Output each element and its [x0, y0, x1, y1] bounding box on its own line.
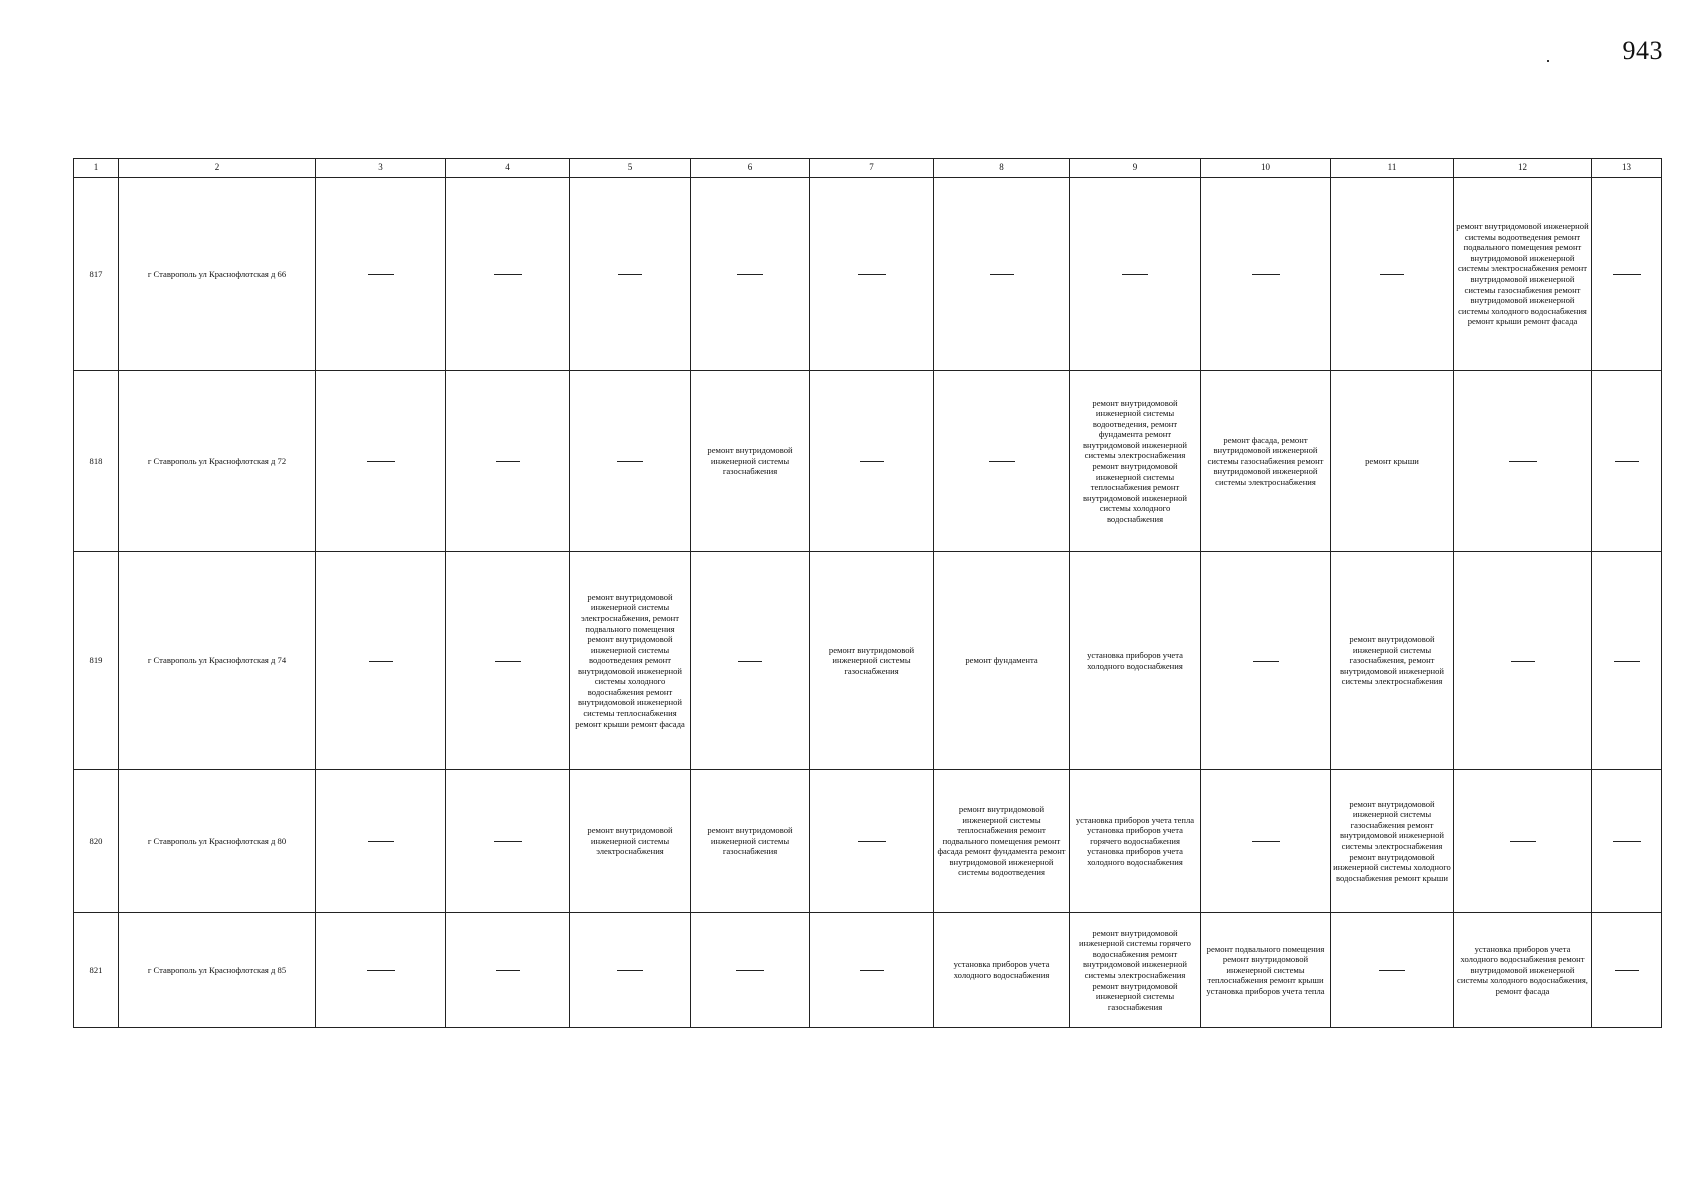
row-number-cell: 819	[74, 552, 119, 770]
dash-mark	[738, 661, 762, 662]
dash-mark	[858, 841, 886, 842]
empty-dash-cell	[691, 552, 810, 770]
work-description-cell: установка приборов учета холодного водоснабжения	[1070, 552, 1201, 770]
page-number: 943	[1622, 36, 1663, 65]
dash-mark	[368, 274, 394, 275]
empty-dash-cell	[446, 178, 570, 371]
empty-dash-cell	[934, 371, 1070, 552]
empty-dash-cell	[446, 552, 570, 770]
work-description-cell: ремонт внутридомовой инженерной системы газоснабжения	[691, 371, 810, 552]
table-row	[74, 770, 1662, 913]
empty-dash-cell	[316, 552, 446, 770]
column-header: 8	[934, 159, 1070, 178]
dash-mark	[496, 461, 520, 462]
dash-mark	[618, 274, 642, 275]
address-cell: г Ставрополь ул Краснофлотская д 74	[119, 552, 316, 770]
dash-mark	[617, 970, 643, 971]
empty-dash-cell	[1070, 178, 1201, 371]
repair-schedule-table	[73, 158, 1662, 1028]
column-header: 11	[1331, 159, 1454, 178]
empty-dash-cell	[1331, 178, 1454, 371]
dash-mark	[737, 274, 763, 275]
work-description-cell: установка приборов учета холодного водоснабжения ремонт внутридомовой инженерной системы холодного водоснабжения, ремонт фасада	[1454, 913, 1592, 1028]
work-description-cell: ремонт крыши	[1331, 371, 1454, 552]
table-row	[74, 552, 1662, 770]
work-description-cell: ремонт подвального помещения ремонт внутридомовой инженерной системы теплоснабжения ремонт крыши установка приборов учета тепла	[1201, 913, 1331, 1028]
column-header: 7	[810, 159, 934, 178]
row-number-cell: 821	[74, 913, 119, 1028]
column-header: 3	[316, 159, 446, 178]
address-cell: г Ставрополь ул Краснофлотская д 72	[119, 371, 316, 552]
work-description-cell: ремонт внутридомовой инженерной системы теплоснабжения ремонт подвального помещения ремонт фасада ремонт фундамента ремонт внутридомовой инженерной системы водоотведения	[934, 770, 1070, 913]
empty-dash-cell	[1201, 552, 1331, 770]
empty-dash-cell	[1454, 371, 1592, 552]
empty-dash-cell	[1201, 178, 1331, 371]
address-cell: г Ставрополь ул Краснофлотская д 85	[119, 913, 316, 1028]
dash-mark	[990, 274, 1014, 275]
dash-mark	[367, 970, 395, 971]
dash-mark	[736, 970, 764, 971]
empty-dash-cell	[1454, 552, 1592, 770]
column-header: 6	[691, 159, 810, 178]
empty-dash-cell	[570, 178, 691, 371]
address-cell: г Ставрополь ул Краснофлотская д 66	[119, 178, 316, 371]
dash-mark	[1615, 461, 1639, 462]
empty-dash-cell	[691, 178, 810, 371]
row-number-cell: 820	[74, 770, 119, 913]
dash-mark	[496, 970, 520, 971]
dash-mark	[1122, 274, 1148, 275]
dash-mark	[860, 461, 884, 462]
empty-dash-cell	[810, 178, 934, 371]
work-description-cell: ремонт внутридомовой инженерной системы горячего водоснабжения ремонт внутридомовой инженерной системы электроснабжения ремонт внутридомовой инженерной системы газоснабжения	[1070, 913, 1201, 1028]
dash-mark	[494, 841, 522, 842]
empty-dash-cell	[316, 178, 446, 371]
table-row	[74, 371, 1662, 552]
dash-mark	[1613, 274, 1641, 275]
column-header: 10	[1201, 159, 1331, 178]
dash-mark	[494, 274, 522, 275]
dash-mark	[1615, 970, 1639, 971]
column-header: 4	[446, 159, 570, 178]
empty-dash-cell	[1592, 552, 1662, 770]
column-header: 2	[119, 159, 316, 178]
empty-dash-cell	[570, 913, 691, 1028]
work-description-cell: установка приборов учета тепла установка приборов учета горячего водоснабжения установка приборов учета холодного водоснабжения	[1070, 770, 1201, 913]
work-description-cell: ремонт фасада, ремонт внутридомовой инженерной системы газоснабжения ремонт внутридомовой инженерной системы электроснабжения	[1201, 371, 1331, 552]
dash-mark	[1252, 841, 1280, 842]
work-description-cell: ремонт внутридомовой инженерной системы водоотведения ремонт подвального помещения ремонт внутридомовой инженерной системы электроснабжения ремонт внутридомовой инженерной системы газоснабжения ремонт внутридомовой инженерной системы холодного водоснабжения ремонт крыши ремонт фасада	[1454, 178, 1592, 371]
column-header: 1	[74, 159, 119, 178]
work-description-cell: ремонт внутридомовой инженерной системы электроснабжения, ремонт подвального помещения ремонт внутридомовой инженерной системы водоотведения ремонт внутридомовой инженерной системы холодного водоснабжения ремонт внутридомовой инженерной системы теплоснабжения ремонт крыши ремонт фасада	[570, 552, 691, 770]
work-description-cell: ремонт фундамента	[934, 552, 1070, 770]
dash-mark	[1509, 461, 1537, 462]
dash-mark	[1252, 274, 1280, 275]
address-cell: г Ставрополь ул Краснофлотская д 80	[119, 770, 316, 913]
column-header: 12	[1454, 159, 1592, 178]
work-description-cell: ремонт внутридомовой инженерной системы водоотведения, ремонт фундамента ремонт внутридомовой инженерной системы электроснабжения ремонт внутридомовой инженерной системы теплоснабжения ремонт внутридомовой инженерной системы холодного водоснабжения	[1070, 371, 1201, 552]
dash-mark	[1380, 274, 1404, 275]
empty-dash-cell	[570, 371, 691, 552]
empty-dash-cell	[1592, 913, 1662, 1028]
dash-mark	[1379, 970, 1405, 971]
empty-dash-cell	[316, 913, 446, 1028]
table-row	[74, 913, 1662, 1028]
work-description-cell: ремонт внутридомовой инженерной системы газоснабжения ремонт внутридомовой инженерной системы электроснабжения ремонт внутридомовой инженерной системы холодного водоснабжения ремонт крыши	[1331, 770, 1454, 913]
work-description-cell: ремонт внутридомовой инженерной системы электроснабжения	[570, 770, 691, 913]
column-header: 9	[1070, 159, 1201, 178]
column-header: 13	[1592, 159, 1662, 178]
empty-dash-cell	[934, 178, 1070, 371]
empty-dash-cell	[1592, 371, 1662, 552]
empty-dash-cell	[1331, 913, 1454, 1028]
empty-dash-cell	[1454, 770, 1592, 913]
dash-mark	[1613, 841, 1641, 842]
empty-dash-cell	[1592, 770, 1662, 913]
row-number-cell: 818	[74, 371, 119, 552]
empty-dash-cell	[446, 770, 570, 913]
work-description-cell: ремонт внутридомовой инженерной системы газоснабжения	[810, 552, 934, 770]
empty-dash-cell	[810, 371, 934, 552]
dash-mark	[495, 661, 521, 662]
column-number-header	[74, 159, 1662, 178]
dash-mark	[858, 274, 886, 275]
dash-mark	[1511, 661, 1535, 662]
dash-mark	[1614, 661, 1640, 662]
empty-dash-cell	[1592, 178, 1662, 371]
empty-dash-cell	[1201, 770, 1331, 913]
empty-dash-cell	[446, 913, 570, 1028]
dash-mark	[369, 661, 393, 662]
empty-dash-cell	[446, 371, 570, 552]
empty-dash-cell	[316, 371, 446, 552]
empty-dash-cell	[810, 913, 934, 1028]
column-header: 5	[570, 159, 691, 178]
dash-mark	[367, 461, 395, 462]
dash-mark	[1253, 661, 1279, 662]
dash-mark	[368, 841, 394, 842]
empty-dash-cell	[810, 770, 934, 913]
dash-mark	[617, 461, 643, 462]
table-row	[74, 178, 1662, 371]
row-number-cell: 817	[74, 178, 119, 371]
dash-mark	[860, 970, 884, 971]
empty-dash-cell	[316, 770, 446, 913]
work-description-cell: ремонт внутридомовой инженерной системы газоснабжения, ремонт внутридомовой инженерной системы электроснабжения	[1331, 552, 1454, 770]
work-description-cell: ремонт внутридомовой инженерной системы газоснабжения	[691, 770, 810, 913]
work-description-cell: установка приборов учета холодного водоснабжения	[934, 913, 1070, 1028]
scan-speck	[1547, 60, 1549, 62]
dash-mark	[989, 461, 1015, 462]
dash-mark	[1510, 841, 1536, 842]
empty-dash-cell	[691, 913, 810, 1028]
